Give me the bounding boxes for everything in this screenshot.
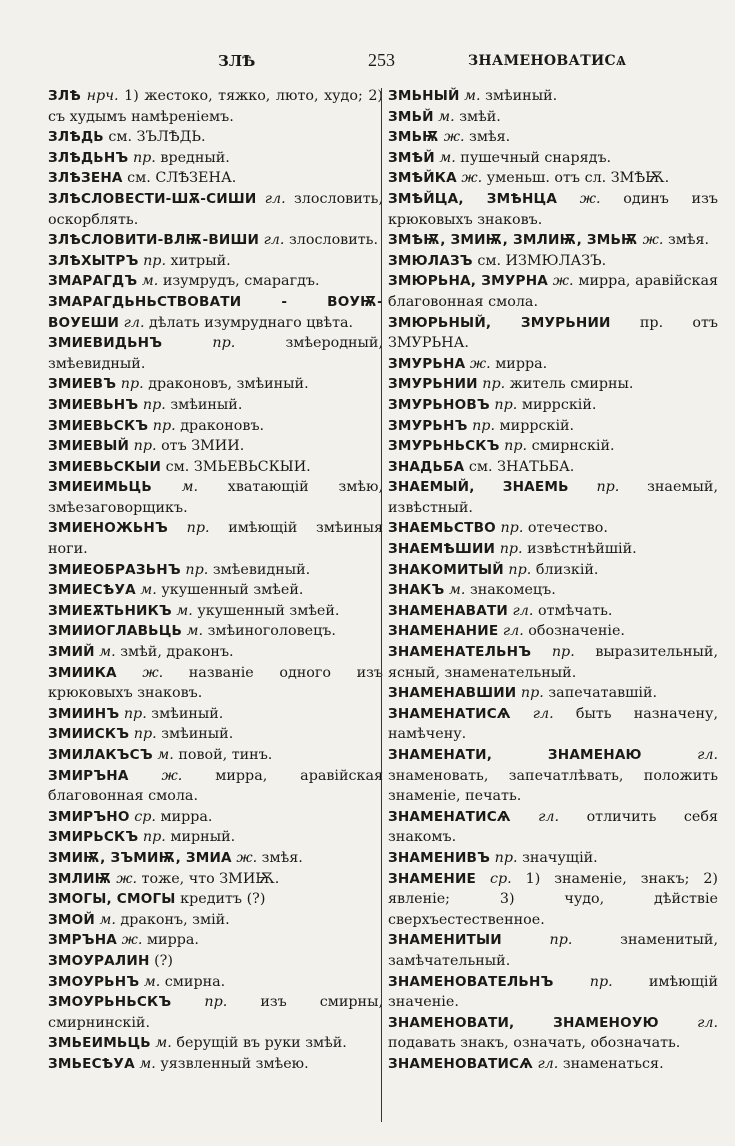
dictionary-entry <box>48 621 383 642</box>
dictionary-entry <box>48 745 383 766</box>
entry-definition: змѣя. <box>469 129 511 146</box>
entry-headword: ЗМЬНЫЙ <box>388 88 460 104</box>
entry-grammar: гл. <box>538 808 560 825</box>
entry-definition: см. ИЗМЮЛАЗЪ. <box>477 252 607 269</box>
entry-grammar: пр. <box>133 726 157 743</box>
entry-headword: ЗМИЕОБРАЗЬНЪ <box>48 561 181 578</box>
entry-grammar: нрч. <box>86 88 119 104</box>
entry-headword: ЗМИЕВЬНЪ <box>48 396 139 413</box>
entry-headword: ЗМИЕВЪ <box>48 376 117 393</box>
entry-definition: мирра, аравійская благовонная смола. <box>48 767 384 805</box>
dictionary-entry <box>388 621 718 642</box>
entry-grammar: м. <box>141 273 159 290</box>
dictionary-entry <box>48 127 383 148</box>
entry-headword: ЗНАМЕНАТИСѦ <box>388 808 511 825</box>
entry-headword: ЗМИЕИМЬЦЬ <box>48 479 152 496</box>
entry-definition: см. ЗМЬЕВЬСКЫИ. <box>165 458 311 475</box>
dictionary-entry <box>48 230 383 251</box>
entry-grammar: м. <box>176 602 193 619</box>
entry-grammar: пр. <box>132 149 156 166</box>
entry-grammar: м. <box>186 623 204 640</box>
entry-definition: знаменовать, запечатлѣвать, положить знаменіе, печать. <box>388 767 718 805</box>
entry-grammar: пр. <box>508 561 532 578</box>
entry-headword: ЗМЛИѬ <box>48 870 112 887</box>
dictionary-entry <box>48 168 383 189</box>
dictionary-entry <box>388 189 718 230</box>
header-left-guideword: ЗЛѢ <box>218 52 256 70</box>
entry-headword: ЗМЮРЬНЫЙ, ЗМУРЬНИИ <box>388 314 611 331</box>
dictionary-entry <box>388 560 718 581</box>
entry-grammar: м. <box>139 1055 156 1072</box>
entry-definition: уязвленный змѣею. <box>160 1055 309 1072</box>
dictionary-entry <box>388 457 718 478</box>
entry-grammar: гл. <box>697 747 718 763</box>
entry-grammar: пр. <box>186 520 210 537</box>
entry-headword: ЗНАКЪ <box>388 582 445 599</box>
entry-grammar: пр. <box>212 335 236 352</box>
entry-definition: змѣя. <box>667 232 710 249</box>
entry-definition: изумрудъ, смарагдъ. <box>162 273 320 290</box>
entry-headword: ЗЛѢДЬ <box>48 129 104 146</box>
entry-grammar: пр. <box>120 376 144 393</box>
entry-definition: укушенный змѣей. <box>161 582 304 599</box>
dictionary-entry <box>48 457 383 478</box>
entry-headword: ЗМИЕВЬСКЪ <box>48 417 149 434</box>
entry-grammar: ж. <box>236 849 258 866</box>
entry-definition: мирра. <box>160 808 213 825</box>
entry-definition: змѣиный. <box>170 396 243 413</box>
entry-grammar: пр. <box>500 520 524 537</box>
entry-definition: см. СЛѢЗЕНА. <box>127 170 237 187</box>
dictionary-entry <box>388 1013 718 1054</box>
dictionary-entry <box>48 86 383 127</box>
dictionary-entry <box>48 189 383 230</box>
entry-grammar: ж. <box>642 232 664 249</box>
entry-grammar: ж. <box>469 355 491 372</box>
entry-definition: мирра. <box>495 355 548 372</box>
entry-grammar: м. <box>438 108 455 125</box>
dictionary-entry <box>48 848 383 869</box>
entry-headword: ЗМУРЬНОВЪ <box>388 396 490 413</box>
entry-headword: ЗЛѢДЬНЪ <box>48 149 129 166</box>
entry-definition: хитрый. <box>170 252 231 269</box>
entry-definition: вредный. <box>160 149 230 166</box>
entry-grammar: пр. <box>520 685 544 702</box>
header-right-guideword: ЗНАМЕНОВАТИСѦ <box>468 53 627 69</box>
entry-definition: имѣющій змѣиныя ноги. <box>48 520 384 558</box>
entry-definition: повой, тинъ. <box>178 747 273 763</box>
entry-headword: ЗМИЕВЬСКЫИ <box>48 458 162 475</box>
entry-definition: близкій. <box>535 561 599 578</box>
entry-headword: ЗМУРЬНЪ <box>388 417 468 434</box>
entry-grammar: гл. <box>264 190 286 207</box>
entry-headword: ЗНАМЕНАНИЕ <box>388 623 499 640</box>
dictionary-entry <box>388 313 718 354</box>
entry-grammar: пр. <box>143 252 166 269</box>
dictionary-entry <box>48 910 383 931</box>
dictionary-entry <box>388 436 718 457</box>
entry-definition: названіе одного изъ крюковыхъ знаковъ. <box>48 664 383 702</box>
entry-grammar: ж. <box>142 664 164 681</box>
dictionary-entry <box>388 148 718 169</box>
dictionary-entry <box>48 869 383 890</box>
entry-headword: ЗМИИКА <box>48 664 117 681</box>
entry-headword: ЗМУРЬНА <box>388 355 466 372</box>
dictionary-entry <box>48 251 383 272</box>
entry-definition: змѣй, драконъ. <box>120 644 234 661</box>
entry-definition: смирна. <box>164 973 226 990</box>
entry-definition: дѣлать изумруднаго цвѣта. <box>149 314 354 331</box>
dictionary-entry <box>48 292 383 333</box>
entry-headword: ЗМУРЬНЬСКЪ <box>388 438 500 455</box>
dictionary-entry <box>388 271 718 312</box>
entry-headword: ЗМРЪНА <box>48 932 118 949</box>
dictionary-entry <box>388 1054 718 1075</box>
entry-grammar: пр. <box>204 994 228 1011</box>
dictionary-entry <box>388 416 718 437</box>
entry-headword: ЗНАМЕНОВАТИСѦ <box>388 1055 533 1072</box>
dictionary-entry <box>48 663 383 704</box>
entry-headword: ЗНАМЕНАВШИИ <box>388 685 517 702</box>
entry-headword: ЗМОУРЬНЬСКЪ <box>48 994 172 1011</box>
dictionary-entry <box>48 972 383 993</box>
dictionary-entry <box>48 766 383 807</box>
dictionary-entry <box>388 704 718 745</box>
entry-headword: ЗМАРАГДЬНЬСТВОВАТИ - ВОУѬ-ВОУЕШИ <box>48 293 383 331</box>
left-column <box>48 86 383 1075</box>
entry-grammar: пр. <box>142 396 166 413</box>
dictionary-entry <box>388 374 718 395</box>
entry-grammar: м. <box>439 149 456 166</box>
dictionary-entry <box>388 477 718 518</box>
entry-headword: ЗЛѢХЫТРЪ <box>48 252 139 269</box>
dictionary-entry <box>48 807 383 828</box>
entry-headword: ЗЛѢСЛОВИТИ-ВЛѬ-ВИШИ <box>48 232 260 249</box>
entry-definition: драконовъ, змѣиный. <box>148 376 309 393</box>
entry-grammar: гл. <box>537 1055 559 1072</box>
entry-definition: змѣеродный, змѣевидный. <box>48 335 383 372</box>
entry-definition: житель смирны. <box>509 376 634 393</box>
dictionary-entry <box>48 827 383 848</box>
entry-definition: укушенный змѣей. <box>197 602 340 619</box>
entry-headword: ЗМѢЙ <box>388 149 435 166</box>
entry-headword: ЗНАДЬБА <box>388 458 465 475</box>
entry-headword: ЗМѢѬ, ЗМИѬ, ЗМЛИѬ, ЗМЬѬ <box>388 232 639 249</box>
entry-definition: мирра, аравійская благовонная смола. <box>388 273 719 310</box>
entry-grammar: м. <box>140 582 157 599</box>
dictionary-entry <box>48 1033 383 1054</box>
entry-definition: изъ смирны, смирнинскій. <box>48 994 384 1031</box>
entry-definition: уменьш. отъ сл. ЗМѢѬ. <box>486 170 670 187</box>
entry-grammar: гл. <box>697 1014 719 1031</box>
entry-headword: ЗМЬЕСѢУА <box>48 1055 135 1072</box>
dictionary-entry <box>388 539 718 560</box>
entry-definition: тоже, что ЗМИѬ. <box>141 870 280 887</box>
entry-grammar: пр. <box>504 438 528 455</box>
dictionary-entry <box>388 580 718 601</box>
dictionary-entry <box>388 745 718 807</box>
dictionary-entry <box>48 333 383 374</box>
dictionary-entry <box>48 374 383 395</box>
entry-headword: ЗМОУРЬНЪ <box>48 973 140 990</box>
dictionary-entry <box>48 580 383 601</box>
entry-headword: ЗМИИСКЪ <box>48 726 130 743</box>
entry-grammar: пр. <box>596 479 620 496</box>
entry-grammar: пр. <box>482 376 506 393</box>
entry-grammar: пр. <box>152 417 176 434</box>
entry-headword: ЗМОЙ <box>48 911 95 928</box>
entry-grammar: пр. <box>499 541 523 558</box>
dictionary-entry <box>388 127 718 148</box>
page-number: 253 <box>368 50 395 70</box>
dictionary-entry <box>48 395 383 416</box>
entry-definition: хватающій змѣю, змѣезаговорщикъ. <box>48 479 383 516</box>
entry-headword: ЗМИЛАКЪСЪ <box>48 747 153 763</box>
entry-headword: ЗНАКОМИТЫЙ <box>388 561 504 578</box>
entry-definition: отечество. <box>527 520 608 537</box>
entry-headword: ЗМЮРЬНА, ЗМУРНА <box>388 273 549 290</box>
entry-grammar: гл. <box>532 705 554 722</box>
entry-definition: смирнскій. <box>531 438 615 455</box>
entry-definition: змѣиный. <box>161 726 234 743</box>
entry-definition: извѣстнѣйшій. <box>527 541 637 558</box>
entry-headword: ЗНАМЕНИЕ <box>388 870 477 887</box>
column-divider <box>381 88 382 1122</box>
entry-definition: 1) знаменіе, знакъ; 2) явленіе; 3) чудо, дѣйствіе сверхъестественное. <box>388 870 718 928</box>
entry-headword: ЗМИРЪНО <box>48 808 130 825</box>
entry-definition: змѣевидный. <box>212 561 311 578</box>
entry-grammar: пр. <box>494 849 518 866</box>
entry-headword: ЗМИЕВЫЙ <box>48 438 130 455</box>
entry-headword: ЗМЬѬ <box>388 129 440 146</box>
entry-definition: 1) жестоко, тяжко, люто, худо; 2) съ худымъ намѣреніемъ. <box>48 88 384 125</box>
entry-headword: ЗМИИОГЛАВЬЦЬ <box>48 623 183 640</box>
entry-definition: см. ЗНАТЬБА. <box>468 458 575 475</box>
entry-definition: пушечный снарядъ. <box>460 149 612 166</box>
entry-definition: змѣй. <box>459 108 501 125</box>
entry-grammar: гл. <box>263 232 285 249</box>
dictionary-entry <box>388 168 718 189</box>
entry-headword: ЗЛѢ <box>48 88 81 104</box>
entry-headword: ЗМОУРАЛИН <box>48 952 150 969</box>
entry-grammar: ж. <box>461 170 483 187</box>
entry-grammar: ср. <box>134 808 156 825</box>
dictionary-entry <box>388 930 718 971</box>
entry-definition: значущій. <box>522 849 598 866</box>
entry-definition: одинъ изъ крюковыхъ знаковъ. <box>388 190 718 228</box>
dictionary-entry <box>388 251 718 272</box>
entry-grammar: м. <box>143 973 161 990</box>
entry-definition: злословить. <box>289 232 378 249</box>
entry-headword: ЗМЬЙ <box>388 108 434 125</box>
entry-definition: миррскій. <box>499 417 575 434</box>
entry-grammar: ж. <box>579 190 601 207</box>
entry-headword: ЗМАРАГДЪ <box>48 273 138 290</box>
dictionary-entry <box>388 395 718 416</box>
entry-headword: ЗМИРЬСКЪ <box>48 829 139 846</box>
dictionary-entry <box>48 477 383 518</box>
entry-definition: берущій въ руки змѣй. <box>176 1035 347 1052</box>
entry-definition: драконъ, змій. <box>120 911 230 928</box>
entry-definition: отъ ЗМИИ. <box>161 438 245 455</box>
dictionary-entry <box>388 518 718 539</box>
entry-grammar: гл. <box>512 602 534 619</box>
entry-headword: ЗМОГЫ, СМОГЫ <box>48 891 176 908</box>
entry-headword: ЗНАЕМЬСТВО <box>388 520 496 537</box>
dictionary-entry <box>48 148 383 169</box>
dictionary-entry <box>388 107 718 128</box>
dictionary-entry <box>48 930 383 951</box>
entry-grammar: ж. <box>121 932 143 949</box>
entry-definition: имѣющій значеніе. <box>388 973 719 1011</box>
entry-grammar: ж. <box>552 273 574 290</box>
entry-definition: знаменитый, замѣчательный. <box>388 932 718 969</box>
dictionary-entry <box>388 86 718 107</box>
entry-headword: ЗМЮЛАЗЪ <box>388 252 473 269</box>
entry-grammar: пр. <box>589 973 613 990</box>
entry-grammar: м. <box>99 911 116 928</box>
dictionary-entry <box>388 972 718 1013</box>
entry-headword: ЗНАМЕНОВАТИ, ЗНАМЕНОУЮ <box>388 1014 659 1031</box>
entry-definition: отмѣчать. <box>537 602 613 619</box>
entry-grammar: м. <box>99 644 116 661</box>
entry-headword: ЗМѢЙЦА, ЗМѢНЦА <box>388 190 558 207</box>
entry-definition: выразительный, ясный, знаменательный. <box>388 644 719 681</box>
entry-grammar: ж. <box>443 129 465 146</box>
entry-definition: (?) <box>154 952 173 969</box>
entry-headword: ЗМИИНЪ <box>48 705 120 722</box>
dictionary-entry <box>388 230 718 251</box>
entry-grammar: м. <box>181 479 199 496</box>
entry-definition: кредитъ (?) <box>180 891 266 908</box>
entry-headword: ЗМИЙ <box>48 644 95 661</box>
entry-grammar: пр. <box>185 561 209 578</box>
entry-grammar: пр. <box>133 438 157 455</box>
entry-grammar: пр. <box>472 417 495 434</box>
dictionary-entry <box>48 416 383 437</box>
entry-grammar: пр. <box>494 396 518 413</box>
dictionary-entry <box>48 951 383 972</box>
entry-definition: запечатавшій. <box>548 685 658 702</box>
entry-headword: ЗМѢЙКА <box>388 170 457 187</box>
entry-headword: ЗМИЕНОЖЬНЪ <box>48 520 168 537</box>
page-header <box>40 50 715 76</box>
entry-headword: ЗМИРЪНА <box>48 767 129 784</box>
entry-headword: ЗМУРЬНИИ <box>388 376 478 393</box>
entry-headword: ЗМЬЕИМЬЦЬ <box>48 1035 151 1052</box>
dictionary-entry <box>48 642 383 663</box>
dictionary-entry <box>388 601 718 622</box>
entry-headword: ЗНАМЕНАТИСѦ <box>388 705 511 722</box>
entry-definition: знакомецъ. <box>469 582 556 599</box>
entry-definition: драконовъ. <box>180 417 265 434</box>
entry-grammar: ж. <box>161 767 183 784</box>
entry-definition: отличить себя знакомъ. <box>388 808 718 846</box>
entry-grammar: м. <box>155 1035 172 1052</box>
entry-headword: ЗНАМЕНАВАТИ <box>388 602 508 619</box>
dictionary-entry <box>48 271 383 292</box>
entry-grammar: пр. <box>123 705 147 722</box>
dictionary-entry <box>388 869 718 931</box>
entry-definition: змѣиный. <box>485 88 558 104</box>
entry-grammar: м. <box>157 747 174 763</box>
entry-grammar: гл. <box>502 623 524 640</box>
entry-grammar: м. <box>448 582 466 599</box>
entry-headword: ЗНАМЕНИТЫИ <box>388 932 502 949</box>
entry-headword: ЗМИѬ, ЗЪМИѬ, ЗМИА <box>48 849 232 866</box>
dictionary-entry <box>48 601 383 622</box>
dictionary-entry <box>388 807 718 848</box>
entry-definition: змѣиный. <box>151 705 224 722</box>
entry-definition: мирный. <box>170 829 236 846</box>
entry-definition: обозначеніе. <box>528 623 625 640</box>
entry-grammar: ж. <box>116 870 137 887</box>
entry-definition: быть назначену, намѣчену. <box>388 705 719 743</box>
entry-grammar: пр. <box>551 644 575 661</box>
entry-headword: ЗМИЕВИДЬНЪ <box>48 335 163 352</box>
entry-headword: ЗНАМЕНАТЕЛЬНЪ <box>388 644 532 661</box>
entry-headword: ЗМИЕСѢУА <box>48 582 136 599</box>
entry-grammar: пр. <box>549 932 573 949</box>
right-column <box>388 86 718 1075</box>
entry-headword: ЗНАЕМЫЙ, ЗНАЕМЬ <box>388 479 569 496</box>
entry-grammar: м. <box>464 88 481 104</box>
dictionary-entry <box>48 704 383 725</box>
entry-headword: ЗЛѢСЛОВЕСТИ-ШѪ-СИШИ <box>48 190 257 207</box>
entry-definition: мирра. <box>146 932 199 949</box>
dictionary-entry <box>48 518 383 559</box>
entry-headword: ЗЛѢЗЕНА <box>48 170 123 187</box>
entry-definition: миррскій. <box>521 396 597 413</box>
dictionary-entry <box>48 724 383 745</box>
dictionary-entry <box>48 889 383 910</box>
entry-definition: змѣя. <box>261 849 303 866</box>
entry-grammar: пр. <box>142 829 166 846</box>
entry-grammar: гл. <box>123 314 145 331</box>
entry-definition: злословить, оскорблять. <box>48 190 383 228</box>
entry-definition: см. ЗЪЛѢДЬ. <box>108 129 206 146</box>
dictionary-entry <box>388 354 718 375</box>
entry-definition: подавать знакъ, означать, обозначать. <box>388 1035 681 1052</box>
entry-headword: ЗНАМЕНИВЪ <box>388 849 491 866</box>
entry-definition: знаменаться. <box>562 1055 664 1072</box>
dictionary-entry <box>48 992 383 1033</box>
dictionary-entry <box>388 642 718 683</box>
entry-definition: змѣиноголовецъ. <box>207 623 336 640</box>
dictionary-entry <box>48 1054 383 1075</box>
entry-headword: ЗМИЕѪТЬНИКЪ <box>48 602 172 619</box>
dictionary-entry <box>48 436 383 457</box>
entry-definition: пр. отъ ЗМУРЬНА. <box>388 314 719 352</box>
entry-headword: ЗНАМЕНОВАТЕЛЬНЪ <box>388 973 554 990</box>
entry-definition: знаемый, извѣстный. <box>388 479 718 516</box>
entry-headword: ЗНАМЕНАТИ, ЗНАМЕНАЮ <box>388 747 642 763</box>
entry-grammar: ср. <box>489 870 512 887</box>
dictionary-entry <box>388 848 718 869</box>
entry-headword: ЗНАЕМѢШИИ <box>388 541 496 558</box>
dictionary-entry <box>48 560 383 581</box>
dictionary-entry <box>388 683 718 704</box>
